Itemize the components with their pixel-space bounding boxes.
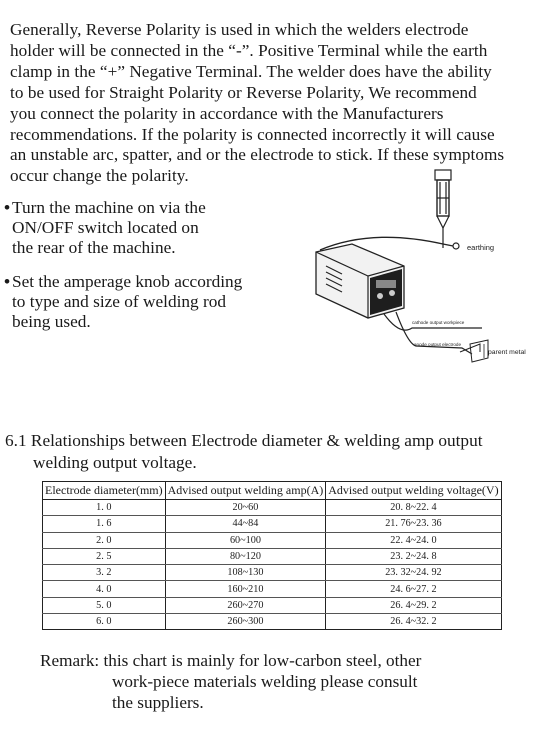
workpiece-icon (460, 340, 488, 362)
table-cell: 260~270 (165, 597, 326, 613)
table-cell: 1. 6 (43, 516, 166, 532)
cathode-output-label: cathode output workpiece (412, 320, 465, 325)
table-cell: 22. 4~24. 0 (326, 532, 501, 548)
intro-paragraph (10, 20, 540, 187)
intro-line: you connect the polarity in accordance with the Manufacturers (10, 103, 444, 123)
intro-line: an unstable arc, spatter, and or the electrode to stick. If these symptoms (10, 145, 505, 165)
bullet-line: Turn the machine on via the (12, 198, 206, 217)
table-cell: 20~60 (165, 500, 326, 516)
table-row (43, 516, 502, 532)
table-cell: 26. 4~32. 2 (326, 614, 501, 630)
bullet-line: the rear of the machine. (12, 238, 176, 257)
table-cell: 26. 4~29. 2 (326, 597, 501, 613)
table-header-row (43, 482, 502, 500)
table-row (43, 532, 502, 548)
parent-metal-label: parent metal (488, 349, 526, 356)
table-cell: 23. 32~24. 92 (326, 565, 501, 581)
intro-line: occur change the polarity. (10, 166, 189, 186)
table-cell: 60~100 (165, 532, 326, 548)
table-row (43, 597, 502, 613)
table-cell: 4. 0 (43, 581, 166, 597)
table-row (43, 548, 502, 564)
table-cell: 2. 0 (43, 532, 166, 548)
table-cell: 24. 6~27. 2 (326, 581, 501, 597)
electrode-holder-icon (435, 170, 451, 248)
intro-line: holder will be connected in the “-”. Positive Terminal while the earth (10, 40, 488, 60)
intro-line: clamp in the “+” Negative Terminal. The welder does have the ability (10, 61, 492, 81)
table-cell: 6. 0 (43, 614, 166, 630)
remark-note (40, 650, 421, 713)
table-row (43, 500, 502, 516)
bullet-power-on (4, 198, 206, 258)
electrode-welding-table (42, 481, 502, 630)
remark-line: Remark: this chart is mainly for low-carbon steel, other (40, 651, 422, 670)
earthing-terminal-icon (453, 243, 459, 249)
table-cell: 108~130 (165, 565, 326, 581)
column-header: Advised output welding amp(A) (165, 482, 326, 500)
bullet-amperage (4, 272, 242, 332)
table-cell: 20. 8~22. 4 (326, 500, 501, 516)
bullet-line: ON/OFF switch located on (12, 218, 199, 237)
column-header: Advised output welding voltage(V) (326, 482, 501, 500)
table-cell: 160~210 (165, 581, 326, 597)
table-cell: 260~300 (165, 614, 326, 630)
bullet-line: being used. (12, 312, 91, 331)
bullet-dot-icon: • (4, 272, 11, 291)
section-heading-line: welding output voltage. (33, 453, 197, 472)
table-cell: 23. 2~24. 8 (326, 548, 501, 564)
table-cell: 5. 0 (43, 597, 166, 613)
intro-line: recommendations. If the polarity is connected incorrectly it will cause (10, 124, 495, 144)
bullet-line: Set the amperage knob according (12, 272, 243, 291)
welder-connection-diagram (312, 168, 548, 364)
intro-line: Generally, Reverse Polarity is used in which the welders electrode (10, 20, 469, 39)
bullet-dot-icon: • (4, 198, 11, 217)
intro-line: to be used for Straight Polarity or Reverse Polarity, We recommend (10, 82, 477, 102)
table-cell: 2. 5 (43, 548, 166, 564)
earthing-label: earthing (467, 243, 495, 252)
column-header: Electrode diameter(mm) (43, 482, 166, 500)
remark-line: the suppliers. (112, 693, 204, 712)
bullet-line: to type and size of welding rod (12, 292, 227, 311)
table-cell: 21. 76~23. 36 (326, 516, 501, 532)
remark-line: work-piece materials welding please consult (112, 672, 418, 691)
section-heading (5, 430, 483, 474)
table-row (43, 614, 502, 630)
anode-output-label: anode output electrode (414, 342, 461, 347)
welding-machine-icon (316, 244, 404, 318)
table-cell: 80~120 (165, 548, 326, 564)
table-cell: 44~84 (165, 516, 326, 532)
section-heading-line: 6.1 Relationships between Electrode diameter & welding amp output (5, 431, 483, 450)
table-cell: 1. 0 (43, 500, 166, 516)
table-row (43, 565, 502, 581)
table-row (43, 581, 502, 597)
table-cell: 3. 2 (43, 565, 166, 581)
